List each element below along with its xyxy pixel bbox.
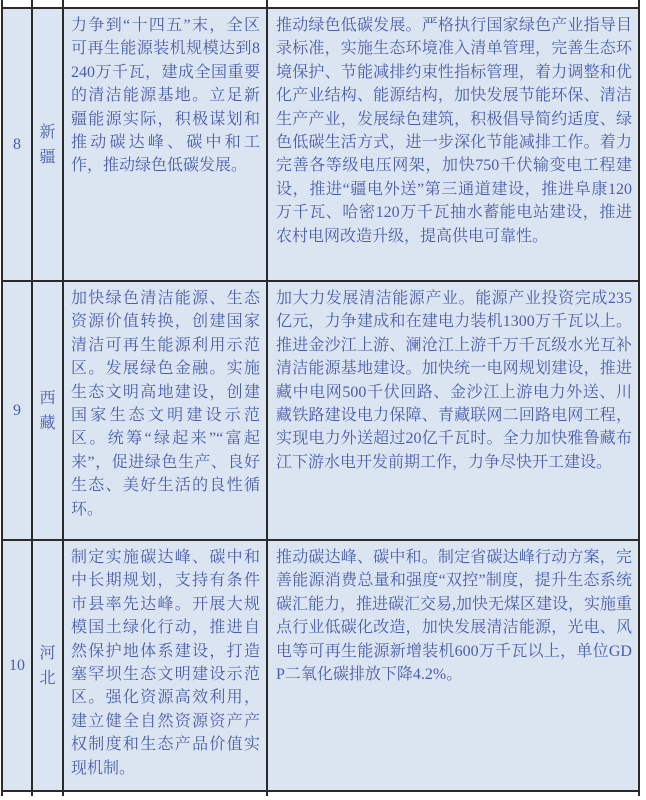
row-number-cell: 10 [2,540,32,791]
goal-cell: 力争到“十四五”末，全区可再生能源装机规模达到8240万千瓦，建成全国重要的清洁能源基地。立足新疆能源实际，积极谋划和推动碳达峰、碳中和工作，推动绿色低碳发展。 [63,8,267,281]
partial-cell [63,791,267,796]
document-table [1,0,640,796]
partial-cell [32,791,63,796]
row-number-cell: 8 [2,8,32,281]
goal-cell: 制定实施碳达峰、碳中和中长期规划，支持有条件市县率先达峰。开展大规模国土绿化行动，推进自然保护地体系建设，打造塞罕坝生态文明建设示范区。强化资源高效利用，建立健全自然资源资产产权制度和生态产品价值实现机制。 [63,540,267,791]
measures-cell: 推动碳达峰、碳中和。制定省碳达峰行动方案，完善能源消费总量和强度“双控”制度，提升生态系统碳汇能力，推进碳汇交易,加快无煤区建设，实施重点行业低碳化改造，加快发展清洁能源，光电、风电等可再生能源新增装机600万千瓦以上，单位GDP二氧化碳排放下降4.2%。 [267,540,639,791]
table-row [2,8,639,281]
measures-cell: 推动绿色低碳发展。严格执行国家绿色产业指导目录标准，实施生态环境准入清单管理，完善生态环境保护、节能减排约束性指标管理，着力调整和优化产业结构、能源结构，加快发展节能环保、清洁生产产业，发展绿色建筑，积极倡导简约适度、绿色低碳生活方式，进一步深化节能减排工作。着力完善各等级电压网架，加快750千伏输变电工程建设，推进“疆电外送”第三通道建设，推进阜康120万千瓦、哈密120万千瓦抽水蓄能电站建设，推进农村电网改造升级，提高供电可靠性。 [267,8,639,281]
province-cell: 西藏 [32,281,63,540]
measures-cell: 加大力发展清洁能源产业。能源产业投资完成235亿元，力争建成和在建电力装机1300万千瓦以上。推进金沙江上游、澜沧江上游千万千瓦级水光互补清洁能源基地建设。加快统一电网规划建设，推进藏中电网500千伏回路、金沙江上游电力外送、川藏铁路建设电力保障、青藏联网二回路电网工程，实现电力外送超过20亿千瓦时。全力加快雅鲁藏布江下游水电开发前期工作，力争尽快开工建设。 [267,281,639,540]
province-cell: 新疆 [32,8,63,281]
table-row-partial-bottom [2,791,639,796]
partial-cell [267,0,639,8]
partial-cell [32,0,63,8]
table-row [2,281,639,540]
row-number-cell: 9 [2,281,32,540]
table-row-partial-top [2,0,639,8]
partial-cell [2,0,32,8]
partial-cell [63,0,267,8]
table-row [2,540,639,791]
goal-cell: 加快绿色清洁能源、生态资源价值转换，创建国家清洁可再生能源利用示范区。发展绿色金融。实施生态文明高地建设，创建国家生态文明建设示范区。统筹“绿起来”“富起来”，促进绿色生产、良好生态、美好生活的良性循环。 [63,281,267,540]
province-cell: 河北 [32,540,63,791]
partial-cell [2,791,32,796]
partial-cell [267,791,639,796]
